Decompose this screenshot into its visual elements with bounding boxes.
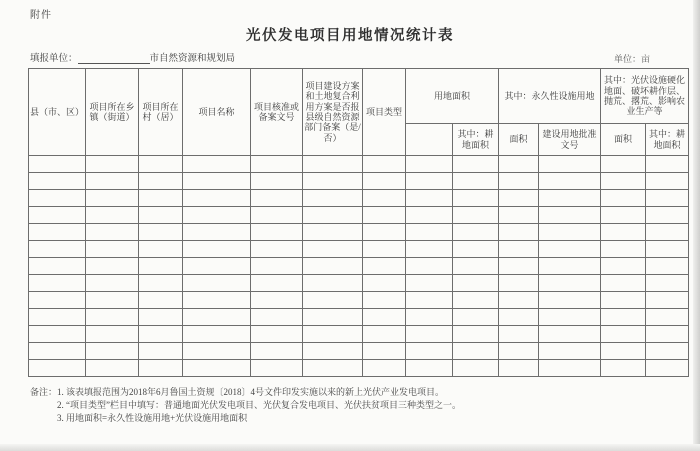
empty-cell <box>539 156 601 173</box>
empty-cell <box>139 360 183 377</box>
empty-cell <box>601 224 646 241</box>
empty-cell <box>406 224 453 241</box>
empty-cell <box>406 173 453 190</box>
table-header <box>29 69 689 156</box>
empty-cell <box>183 190 251 207</box>
empty-cell <box>601 190 646 207</box>
table-row <box>29 224 689 241</box>
table-row <box>29 326 689 343</box>
empty-cell <box>251 224 303 241</box>
header-permanent-area: 面积 <box>499 124 539 156</box>
table-row <box>29 173 689 190</box>
empty-cell <box>303 224 363 241</box>
empty-cell <box>499 360 539 377</box>
empty-cell <box>86 360 139 377</box>
empty-cell <box>29 360 86 377</box>
report-unit-blank-line <box>78 53 150 64</box>
empty-cell <box>453 360 499 377</box>
empty-cell <box>86 241 139 258</box>
empty-cell <box>251 275 303 292</box>
header-project-name: 项目名称 <box>183 69 251 156</box>
empty-cell <box>86 343 139 360</box>
scan-edge-right <box>693 0 700 451</box>
header-pv-area: 面积 <box>601 124 646 156</box>
notes-items <box>57 386 461 425</box>
empty-cell <box>406 326 453 343</box>
empty-cell <box>539 309 601 326</box>
empty-cell <box>303 241 363 258</box>
empty-cell <box>601 258 646 275</box>
header-construction-approval-no: 建设用地批准文号 <box>539 124 601 156</box>
empty-cell <box>499 258 539 275</box>
empty-cell <box>363 173 406 190</box>
table-row <box>29 241 689 258</box>
empty-cell <box>539 207 601 224</box>
table-body <box>29 156 689 377</box>
empty-cell <box>363 224 406 241</box>
empty-cell <box>29 258 86 275</box>
empty-cell <box>363 309 406 326</box>
empty-cell <box>86 326 139 343</box>
empty-cell <box>646 275 689 292</box>
notes <box>30 386 461 425</box>
empty-cell <box>601 309 646 326</box>
empty-cell <box>86 292 139 309</box>
empty-cell <box>303 343 363 360</box>
empty-cell <box>406 258 453 275</box>
empty-cell <box>251 156 303 173</box>
empty-cell <box>251 343 303 360</box>
empty-cell <box>646 190 689 207</box>
table-row <box>29 309 689 326</box>
empty-cell <box>601 207 646 224</box>
empty-cell <box>139 173 183 190</box>
header-project-type: 项目类型 <box>363 69 406 156</box>
table-row <box>29 360 689 377</box>
empty-cell <box>303 207 363 224</box>
empty-cell <box>303 173 363 190</box>
empty-cell <box>303 292 363 309</box>
header-permanent-facility-group: 其中：永久性设施用地 <box>499 69 601 124</box>
empty-cell <box>601 156 646 173</box>
header-land-area-group: 用地面积 <box>406 69 499 124</box>
empty-cell <box>29 190 86 207</box>
empty-cell <box>406 360 453 377</box>
empty-cell <box>646 258 689 275</box>
table-row <box>29 275 689 292</box>
empty-cell <box>406 343 453 360</box>
empty-cell <box>29 309 86 326</box>
empty-cell <box>499 156 539 173</box>
table-row <box>29 156 689 173</box>
empty-cell <box>646 207 689 224</box>
meta-row <box>30 50 688 64</box>
empty-cell <box>183 241 251 258</box>
empty-cell <box>139 190 183 207</box>
empty-cell <box>363 241 406 258</box>
empty-cell <box>453 190 499 207</box>
empty-cell <box>139 275 183 292</box>
empty-cell <box>406 309 453 326</box>
notes-label: 备注： <box>30 387 58 397</box>
empty-cell <box>183 360 251 377</box>
empty-cell <box>406 275 453 292</box>
empty-cell <box>86 173 139 190</box>
empty-cell <box>453 309 499 326</box>
empty-cell <box>539 326 601 343</box>
empty-cell <box>303 190 363 207</box>
empty-cell <box>139 241 183 258</box>
measure-unit-label: 单位：亩 <box>613 54 650 64</box>
empty-cell <box>29 275 86 292</box>
empty-cell <box>453 258 499 275</box>
empty-cell <box>183 156 251 173</box>
empty-cell <box>139 156 183 173</box>
table-row <box>29 207 689 224</box>
empty-cell <box>139 207 183 224</box>
empty-cell <box>86 309 139 326</box>
empty-cell <box>499 343 539 360</box>
empty-cell <box>499 292 539 309</box>
header-approval-doc-no: 项目核准或备案文号 <box>251 69 303 156</box>
empty-cell <box>29 156 86 173</box>
empty-cell <box>303 156 363 173</box>
empty-cell <box>86 275 139 292</box>
empty-cell <box>251 173 303 190</box>
report-unit-label: 填报单位： <box>30 54 78 64</box>
empty-cell <box>183 207 251 224</box>
note-item: 3. 用地面积=永久性设施用地+光伏设施用地面积 <box>57 413 248 424</box>
scan-edge-bottom <box>0 444 700 451</box>
empty-cell <box>183 326 251 343</box>
empty-cell <box>646 326 689 343</box>
empty-cell <box>453 173 499 190</box>
empty-cell <box>251 190 303 207</box>
empty-cell <box>539 360 601 377</box>
table-row <box>29 292 689 309</box>
header-county: 县（市、区） <box>29 69 86 156</box>
empty-cell <box>303 275 363 292</box>
empty-cell <box>539 224 601 241</box>
empty-cell <box>499 309 539 326</box>
empty-cell <box>363 207 406 224</box>
header-land-area-total-spacer <box>406 124 453 156</box>
empty-cell <box>86 224 139 241</box>
empty-cell <box>601 360 646 377</box>
header-township: 项目所在乡镇（街道） <box>86 69 139 156</box>
empty-cell <box>29 241 86 258</box>
empty-cell <box>539 275 601 292</box>
empty-cell <box>453 275 499 292</box>
empty-cell <box>646 292 689 309</box>
empty-cell <box>499 190 539 207</box>
empty-cell <box>86 258 139 275</box>
table-row <box>29 258 689 275</box>
note-item: 2. “项目类型”栏目中填写：普通地面光伏发电项目、光伏复合发电项目、光伏扶贫项目三种类型之一。 <box>57 400 462 411</box>
empty-cell <box>499 326 539 343</box>
empty-cell <box>453 224 499 241</box>
empty-cell <box>183 309 251 326</box>
empty-cell <box>363 343 406 360</box>
empty-cell <box>646 224 689 241</box>
empty-cell <box>29 343 86 360</box>
empty-cell <box>29 292 86 309</box>
empty-cell <box>406 190 453 207</box>
statistics-table <box>28 68 689 377</box>
empty-cell <box>29 326 86 343</box>
empty-cell <box>539 241 601 258</box>
empty-cell <box>453 156 499 173</box>
empty-cell <box>139 343 183 360</box>
table-row <box>29 343 689 360</box>
empty-cell <box>363 275 406 292</box>
empty-cell <box>453 326 499 343</box>
empty-cell <box>499 241 539 258</box>
empty-cell <box>29 207 86 224</box>
empty-cell <box>363 156 406 173</box>
empty-cell <box>183 292 251 309</box>
empty-cell <box>183 258 251 275</box>
empty-cell <box>29 224 86 241</box>
empty-cell <box>539 190 601 207</box>
empty-cell <box>539 173 601 190</box>
empty-cell <box>251 241 303 258</box>
empty-cell <box>499 224 539 241</box>
empty-cell <box>499 173 539 190</box>
empty-cell <box>251 292 303 309</box>
empty-cell <box>139 292 183 309</box>
attachment-label: 附件 <box>30 10 52 21</box>
empty-cell <box>139 258 183 275</box>
empty-cell <box>363 190 406 207</box>
empty-cell <box>251 309 303 326</box>
empty-cell <box>539 292 601 309</box>
empty-cell <box>363 360 406 377</box>
empty-cell <box>303 309 363 326</box>
empty-cell <box>406 207 453 224</box>
empty-cell <box>646 343 689 360</box>
empty-cell <box>601 326 646 343</box>
note-item: 1. 该表填报范围为2018年6月鲁国土资规〔2018〕4号文件印发实施以来的新上光伏产业发电项目。 <box>57 387 445 397</box>
empty-cell <box>139 224 183 241</box>
empty-cell <box>406 241 453 258</box>
empty-cell <box>601 292 646 309</box>
header-pv-impact-group: 其中：光伏设施硬化地面、破坏耕作层、抛荒、撂荒、影响农业生产等 <box>601 69 689 124</box>
header-plan-filed: 项目建设方案和土地复合利用方案是否报县级自然资源部门备案（是/否） <box>303 69 363 156</box>
empty-cell <box>86 190 139 207</box>
empty-cell <box>183 224 251 241</box>
empty-cell <box>539 258 601 275</box>
empty-cell <box>29 173 86 190</box>
empty-cell <box>601 275 646 292</box>
empty-cell <box>499 207 539 224</box>
empty-cell <box>646 156 689 173</box>
empty-cell <box>453 207 499 224</box>
empty-cell <box>303 258 363 275</box>
empty-cell <box>646 309 689 326</box>
empty-cell <box>646 241 689 258</box>
header-land-area-cultivated: 其中：耕地面积 <box>453 124 499 156</box>
empty-cell <box>601 241 646 258</box>
empty-cell <box>303 326 363 343</box>
empty-cell <box>601 173 646 190</box>
empty-cell <box>363 258 406 275</box>
empty-cell <box>183 173 251 190</box>
empty-cell <box>363 326 406 343</box>
empty-cell <box>406 292 453 309</box>
header-village: 项目所在村（居） <box>139 69 183 156</box>
empty-cell <box>183 275 251 292</box>
empty-cell <box>363 292 406 309</box>
empty-cell <box>139 326 183 343</box>
table-row <box>29 190 689 207</box>
empty-cell <box>251 326 303 343</box>
empty-cell <box>646 173 689 190</box>
empty-cell <box>251 258 303 275</box>
empty-cell <box>539 343 601 360</box>
header-pv-cultivated: 其中：耕地面积 <box>646 124 689 156</box>
empty-cell <box>251 360 303 377</box>
empty-cell <box>601 343 646 360</box>
empty-cell <box>86 207 139 224</box>
empty-cell <box>453 343 499 360</box>
report-unit-value: 市自然资源和规划局 <box>149 54 236 64</box>
empty-cell <box>499 275 539 292</box>
empty-cell <box>303 360 363 377</box>
empty-cell <box>86 156 139 173</box>
page-title: 光伏发电项目用地情况统计表 <box>246 28 454 44</box>
empty-cell <box>251 207 303 224</box>
empty-cell <box>139 309 183 326</box>
empty-cell <box>453 241 499 258</box>
empty-cell <box>406 156 453 173</box>
empty-cell <box>183 343 251 360</box>
empty-cell <box>453 292 499 309</box>
empty-cell <box>646 360 689 377</box>
